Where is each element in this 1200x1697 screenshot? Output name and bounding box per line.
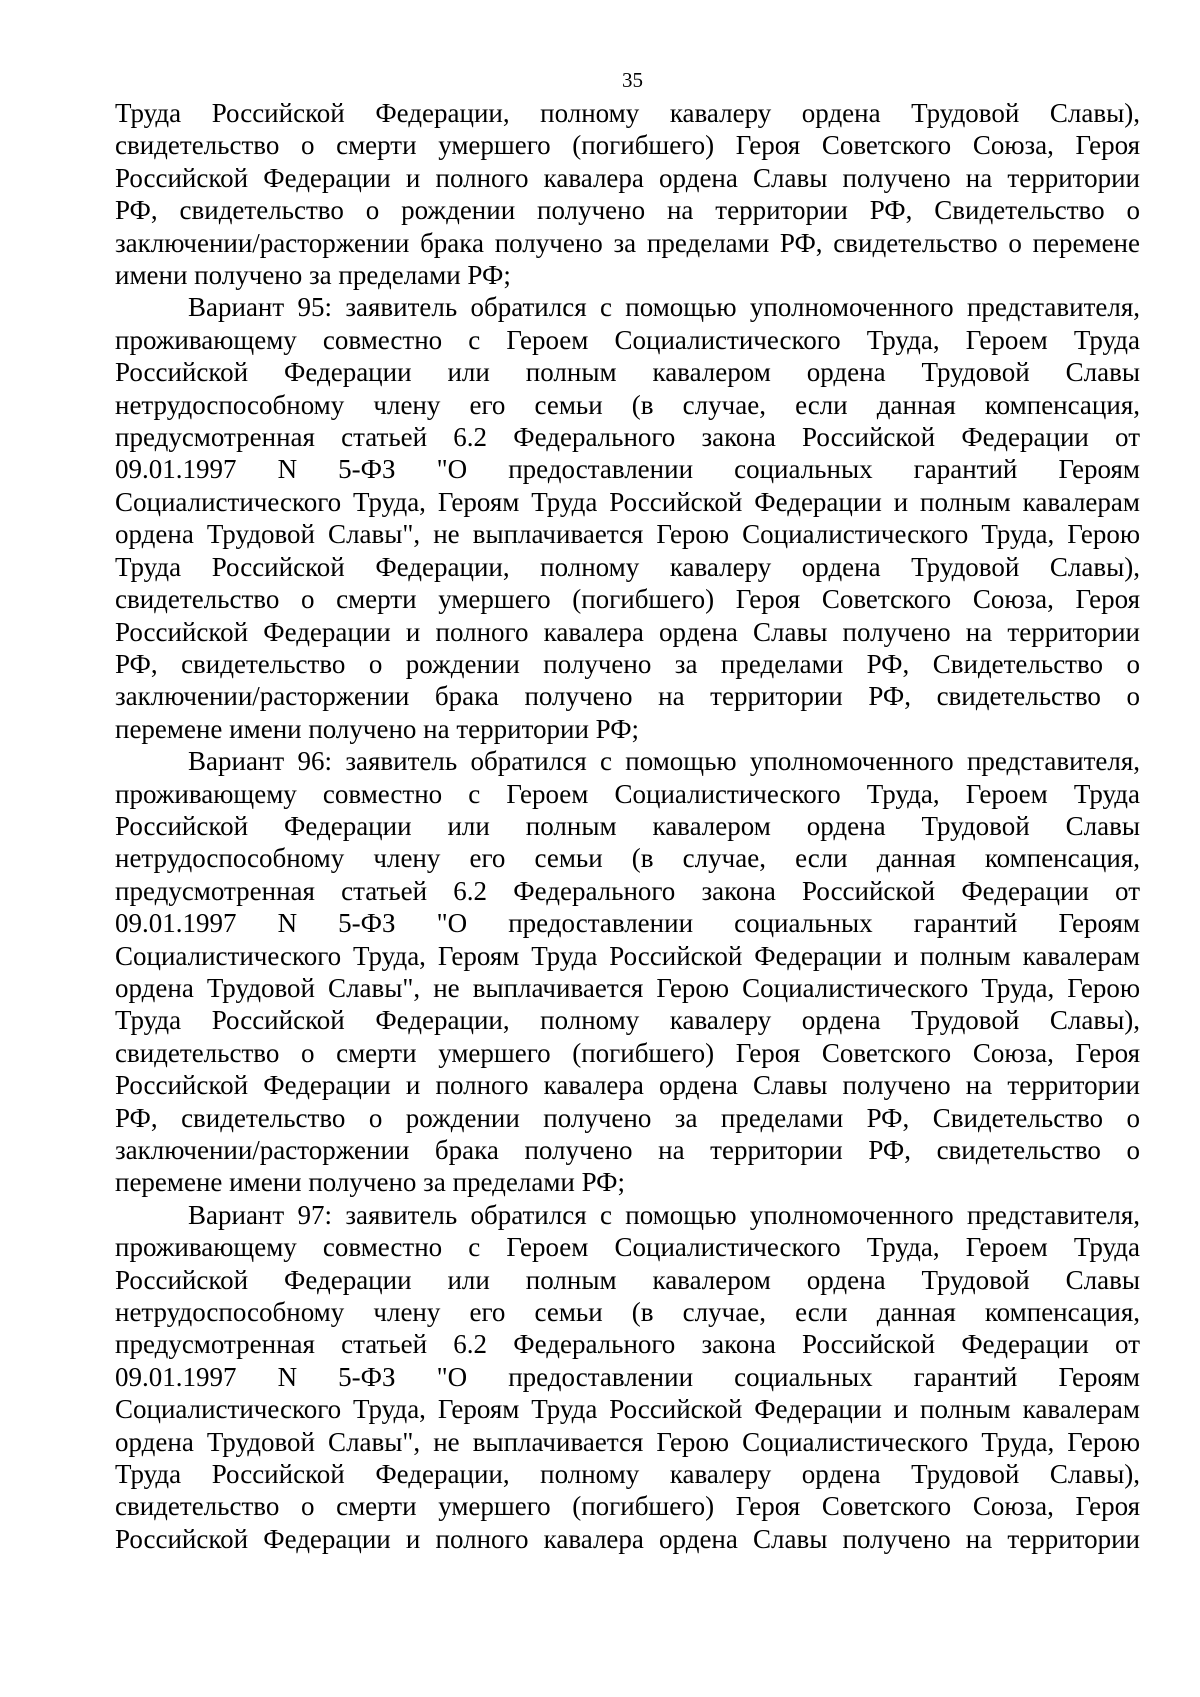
paragraph-variant-97: [115, 1199, 1140, 1555]
text-line: свидетельство о смерти умершего (погибшего) Героя Советского Союза, Героя: [115, 130, 1140, 161]
text-line: нетрудоспособному члену его семьи (в случае, если данная компенсация,: [115, 843, 1140, 874]
text-line: предусмотренная статьей 6.2 Федерального закона Российской Федерации от: [115, 1329, 1140, 1360]
text-line: ордена Трудовой Славы", не выплачивается Герою Социалистического Труда, Герою: [115, 519, 1140, 550]
text-line: 09.01.1997 N 5-ФЗ "О предоставлении социальных гарантий Героям: [115, 908, 1140, 939]
text-line: свидетельство о смерти умершего (погибшего) Героя Советского Союза, Героя: [115, 1491, 1140, 1522]
paragraph-continuation: [115, 97, 1140, 291]
text-line: 09.01.1997 N 5-ФЗ "О предоставлении социальных гарантий Героям: [115, 454, 1140, 485]
text-line: свидетельство о смерти умершего (погибшего) Героя Советского Союза, Героя: [115, 1037, 1140, 1068]
text-line: Российской Федерации и полного кавалера ордена Славы получено на территории: [115, 1523, 1140, 1554]
text-line: заключении/расторжении брака получено за пределами РФ, свидетельство о перемене: [115, 227, 1140, 258]
text-line: Российской Федерации или полным кавалером ордена Трудовой Славы: [115, 357, 1140, 388]
text-line: заключении/расторжении брака получено на территории РФ, свидетельство о: [115, 1135, 1140, 1165]
text-line: имени получено за пределами РФ;: [115, 260, 511, 291]
text-line: 09.01.1997 N 5-ФЗ "О предоставлении социальных гарантий Героям: [115, 1361, 1140, 1392]
text-line: перемене имени получено за пределами РФ;: [115, 1167, 625, 1198]
text-line: Труда Российской Федерации, полному кавалеру ордена Трудовой Славы),: [115, 1005, 1140, 1036]
text-line: РФ, свидетельство о рождении получено за пределами РФ, Свидетельство о: [115, 1102, 1140, 1133]
text-line: предусмотренная статьей 6.2 Федерального закона Российской Федерации от: [115, 875, 1140, 906]
text-line: свидетельство о смерти умершего (погибшего) Героя Советского Союза, Героя: [115, 584, 1140, 615]
text-line: Российской Федерации и полного кавалера ордена Славы получено на территории: [115, 616, 1140, 647]
text-line: Российской Федерации или полным кавалером ордена Трудовой Славы: [115, 1264, 1140, 1295]
text-line: Российской Федерации и полного кавалера ордена Славы получено на территории: [115, 1070, 1140, 1101]
text-line: Российской Федерации и полного кавалера ордена Славы получено на территории: [115, 162, 1140, 193]
text-line: РФ, свидетельство о рождении получено за пределами РФ, Свидетельство о: [115, 648, 1140, 679]
text-line: нетрудоспособному члену его семьи (в случае, если данная компенсация,: [115, 389, 1140, 420]
text-line: Вариант 97: заявитель обратился с помощью уполномоченного представителя,: [188, 1199, 1140, 1230]
text-line: Российской Федерации или полным кавалером ордена Трудовой Славы: [115, 810, 1140, 841]
text-line: ордена Трудовой Славы", не выплачивается Герою Социалистического Труда, Герою: [115, 972, 1140, 1003]
text-line: Труда Российской Федерации, полному кавалеру ордена Трудовой Славы),: [115, 1459, 1140, 1490]
text-line: Вариант 96: заявитель обратился с помощью уполномоченного представителя,: [188, 746, 1140, 777]
text-line: заключении/расторжении брака получено на территории РФ, свидетельство о: [115, 681, 1140, 712]
text-line: Социалистического Труда, Героям Труда Российской Федерации и полным кавалерам: [115, 1394, 1140, 1425]
text-line: Вариант 95: заявитель обратился с помощью уполномоченного представителя,: [188, 292, 1140, 323]
page-number: 35: [622, 68, 643, 92]
document-body: [115, 97, 1140, 1555]
text-line: Труда Российской Федерации, полному кавалеру ордена Трудовой Славы),: [115, 98, 1140, 128]
paragraph-variant-95: [115, 291, 1140, 745]
text-line: проживающему совместно с Героем Социалистического Труда, Героем Труда: [115, 324, 1140, 355]
paragraph-variant-96: [115, 745, 1140, 1199]
text-line: нетрудоспособному члену его семьи (в случае, если данная компенсация,: [115, 1297, 1140, 1328]
text-line: проживающему совместно с Героем Социалистического Труда, Героем Труда: [115, 778, 1140, 809]
text-line: перемене имени получено на территории РФ;: [115, 713, 640, 744]
text-line: Труда Российской Федерации, полному кавалеру ордена Трудовой Славы),: [115, 551, 1140, 582]
text-line: ордена Трудовой Славы", не выплачивается Герою Социалистического Труда, Герою: [115, 1426, 1140, 1457]
text-line: проживающему совместно с Героем Социалистического Труда, Героем Труда: [115, 1232, 1140, 1263]
text-line: Социалистического Труда, Героям Труда Российской Федерации и полным кавалерам: [115, 940, 1140, 971]
text-line: Социалистического Труда, Героям Труда Российской Федерации и полным кавалерам: [115, 486, 1140, 517]
text-line: предусмотренная статьей 6.2 Федерального закона Российской Федерации от: [115, 422, 1140, 453]
text-line: РФ, свидетельство о рождении получено на территории РФ, Свидетельство о: [115, 195, 1140, 226]
